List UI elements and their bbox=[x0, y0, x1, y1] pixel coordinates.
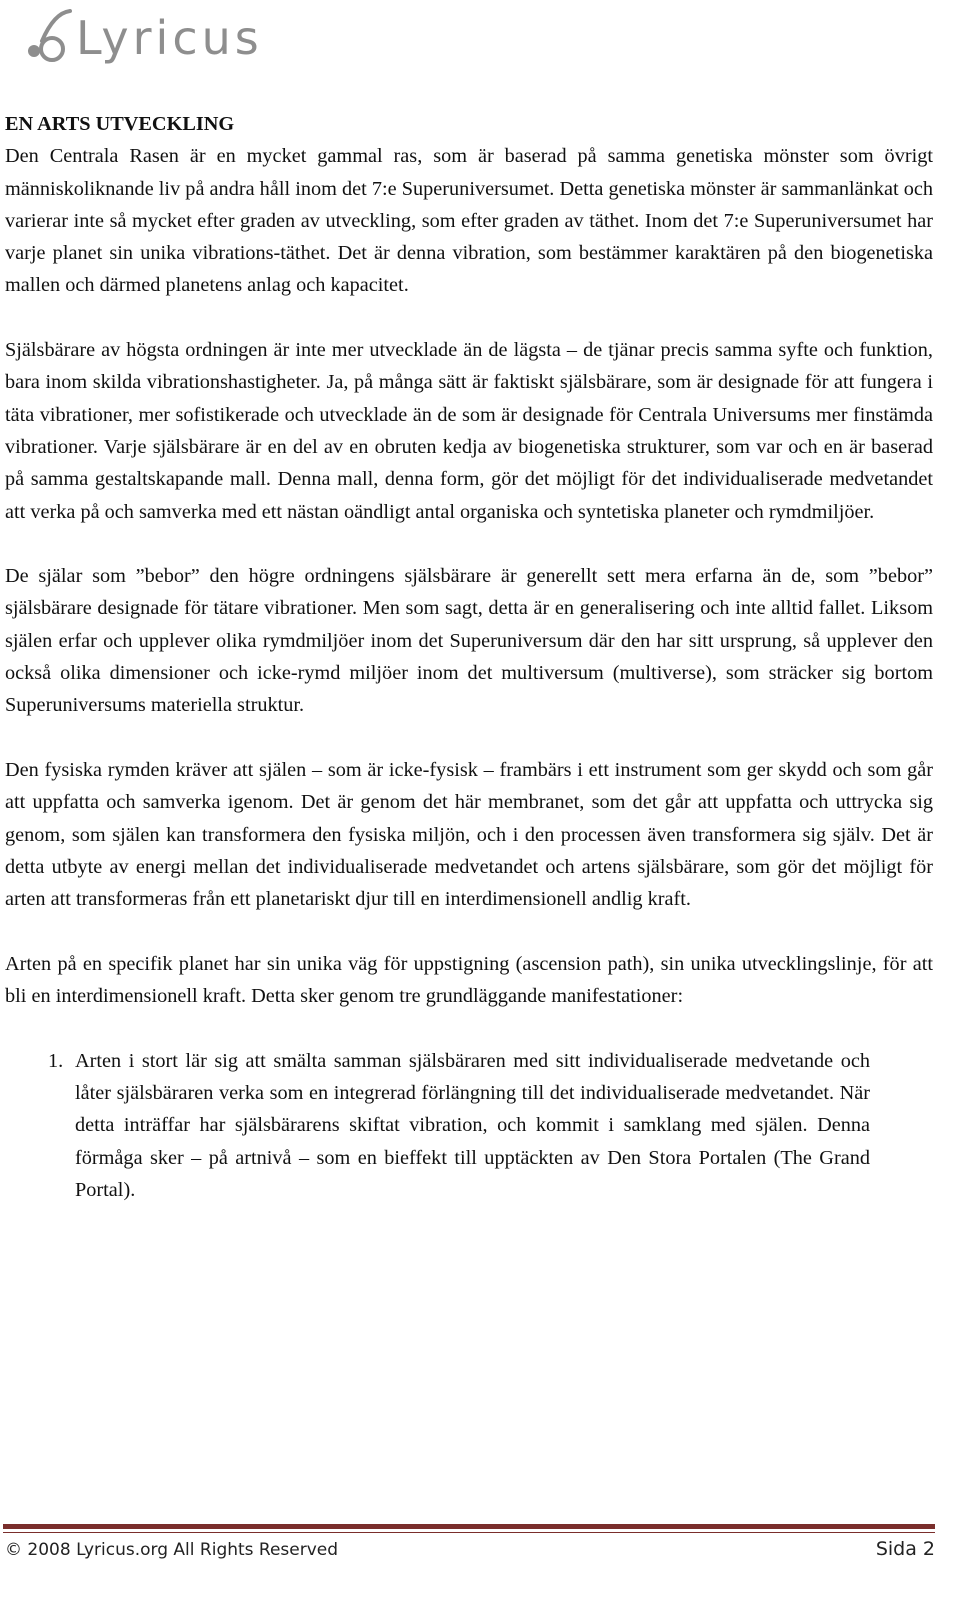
paragraph-2: Själsbärare av högsta ordningen är inte mer utvecklade än de lägsta – de tjänar precis samma syfte och funktion, bara inom skilda vibrationshastigheter. Ja, på många sätt är faktiskt själsbärare, som är designade för att fungera i täta vibrationer, mer sofistikerade och utvecklade än de som är designade för Centrala Universums mer finstämda vibrationer. Varje själsbärare är en del av en obruten kedja av biogenetiska strukturer, som var och en är baserad på samma gestaltskapande mall. Denna mall, denna form, gör det möjligt för det individualiserade medvetandet att verka på och samverka med ett nästan oändligt antal organiska och syntetiska planeter och rymdmiljöer. bbox=[5, 339, 933, 523]
list-item-text: Arten i stort lär sig att smälta samman själsbäraren med sitt individualiserade medvetande och låter själsbäraren verka som en integrerad förlängning till det individualiserade medvetandet. När detta inträffar har själsbärarens skiftat vibration, och kommit i samklang med själen. Denna förmåga sker – på artnivå – som en bieffekt till upptäckten av Den Stora Portalen (The Grand Portal). bbox=[75, 1049, 870, 1201]
list-item-number: 1. bbox=[48, 1049, 64, 1072]
paragraph-5: Arten på en specifik planet har sin unika väg för uppstigning (ascension path), sin unika utvecklingslinje, för att bli en interdimensionell kraft. Detta sker genom tre grundläggande manifestationer: bbox=[5, 952, 933, 1008]
page-number: Sida 2 bbox=[875, 1538, 935, 1560]
list-item bbox=[5, 1045, 870, 1206]
numbered-list bbox=[5, 1045, 933, 1206]
logo-text: Lyricus bbox=[76, 11, 263, 65]
footer-rule bbox=[3, 1524, 935, 1529]
document-heading: EN ARTS UTVECKLING bbox=[5, 113, 235, 135]
document-body bbox=[5, 108, 933, 1206]
site-logo bbox=[20, 0, 263, 80]
paragraph-1: Den Centrala Rasen är en mycket gammal ras, som är baserad på samma genetiska mönster som övrigt människoliknande liv på andra håll inom det 7:e Superuniversumet. Detta genetiska mönster är sammanlänkat och varierar inte så mycket efter graden av utveckling, som efter graden av täthet. Inom det 7:e Superuniversumet har varje planet sin unika vibrations-täthet. Det är denna vibration, som bestämmer karaktären på den biogenetiska mallen och därmed planetens anlag och kapacitet. bbox=[5, 145, 933, 297]
paragraph-3: De själar som ”bebor” den högre ordningens själsbärare är generellt sett mera erfarna än de, som ”bebor” själsbärare designade för tätare vibrationer. Men som sagt, detta är en generalisering och inte alltid fallet. Liksom själen erfar och upplever olika rymdmiljöer inom det Superuniversum där den har sitt ursprung, så upplever den också olika dimensioner och icke-rymd miljöer inom det multiversum (multiverse), som sträcker sig bortom Superuniversums materiella struktur. bbox=[5, 565, 933, 717]
paragraph-4: Den fysiska rymden kräver att själen – som är icke-fysisk – frambärs i ett instrument som ger skydd och som går att uppfatta och samverka igenom. Det är genom det här membranet, som det går att uppfatta och uttrycka sig genom, som själen kan transformera den fysiska miljön, och i den processen även transformera sig själv. Det är detta utbyte av energi mellan det individualiserade medvetandet och artens själsbärare, som gör det möjligt för arten att transformeras från ett planetariskt djur till en interdimensionell andlig kraft. bbox=[5, 758, 933, 911]
logo-mark-icon bbox=[20, 5, 72, 75]
footer-rule-thin bbox=[3, 1532, 935, 1533]
footer-copyright: © 2008 Lyricus.org All Rights Reserved bbox=[5, 1540, 339, 1560]
